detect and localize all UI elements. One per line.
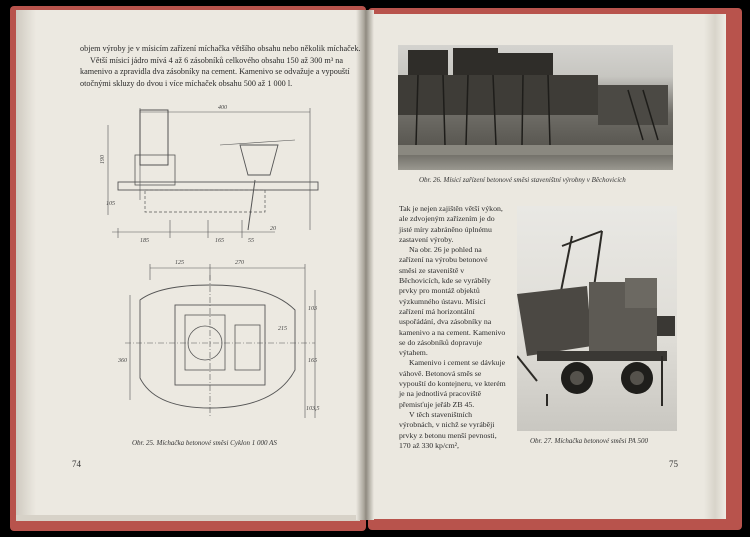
dim-label: 103	[308, 306, 317, 312]
dim-label: 165	[215, 238, 224, 244]
figure-26-photo-art	[398, 45, 673, 170]
page-bottom-edge	[16, 515, 360, 521]
left-paragraph-1: objem výroby je v mísicím zařízení míchačka většího obsahu nebo několik míchaček.	[80, 44, 361, 53]
dim-label: 20	[270, 226, 276, 232]
right-paragraph-2: Na obr. 26 je pohled na zařízení na výrobu betonové směsi ze staveniště v Běchovicích, kde se vyráběly prvky pro montáž objektů výzkumného ústavu. Mísicí zařízení má horizontální uspořádání, dva zásobníky na kamenivo a na cement. Kamenivo se do zásobníků dopravuje výtahem.	[399, 245, 506, 358]
dim-label: 165	[308, 358, 317, 364]
plan-frame-outline	[140, 285, 295, 408]
dim-label: 103,5	[306, 406, 320, 412]
dim-label: 360	[118, 358, 127, 364]
figure-27-caption: Obr. 27. Míchačka betonové směsi PA 500	[530, 437, 648, 445]
dim-label: 105	[106, 201, 115, 207]
figure-26-caption: Obr. 26. Mísicí zařízení betonové směsi staveništní výrobny v Běchovicích	[419, 176, 626, 184]
frame-base	[118, 182, 318, 190]
hopper-outline	[140, 110, 168, 165]
mixer-technical-drawing	[100, 100, 350, 430]
dim-label: 215	[278, 326, 287, 332]
dim-label: 55	[248, 238, 254, 244]
right-page-number: 75	[669, 459, 678, 469]
left-page-number: 74	[72, 459, 81, 469]
dim-label: 270	[235, 260, 244, 266]
left-page-text	[80, 43, 362, 89]
right-paragraph-4: V těch staveništních výrobnách, v nichž se vyráběji prvky z betonu menší pevnosti, 170 až 330 kp/cm²,	[399, 409, 497, 450]
figure-26-photo	[398, 45, 673, 170]
figure-27-photo-art	[517, 206, 677, 431]
right-paragraph-1: Tak je nejen zajištěn větší výkon, ale zdvojeným zařízením je do jisté míry zabráněno úplnému zastavení výroby.	[399, 204, 503, 244]
dim-label: 400	[218, 105, 227, 111]
left-paragraph-2: Větší mísicí jádro mívá 4 až 6 zásobníků celkového obsahu 150 až 300 m³ na kamenivo a zpravidla dva zásobníky na cement. Kamenivo se odvažuje a vypouští otočnými skluzy do dvou i více míchaček obsahu 500 až 1 000 l.	[80, 55, 350, 88]
dim-label: 185	[140, 238, 149, 244]
dim-label: 125	[175, 260, 184, 266]
figure-27-photo	[517, 206, 677, 431]
right-paragraph-3: Kamenivo i cement se dávkuje váhově. Betonová směs se vypouští do kontejneru, ve kterém je na jednotlivá pracoviště přemisťuje jeřáb ZB 45.	[399, 358, 506, 409]
left-page-edge	[16, 10, 36, 515]
mixer-drum-outline	[240, 145, 278, 175]
right-page-text	[399, 204, 507, 451]
dim-label: 190	[100, 155, 106, 164]
figure-25-caption: Obr. 25. Míchačka betonové směsi Cyklon 1 000 AS	[132, 439, 277, 447]
right-page-edge	[704, 14, 726, 519]
